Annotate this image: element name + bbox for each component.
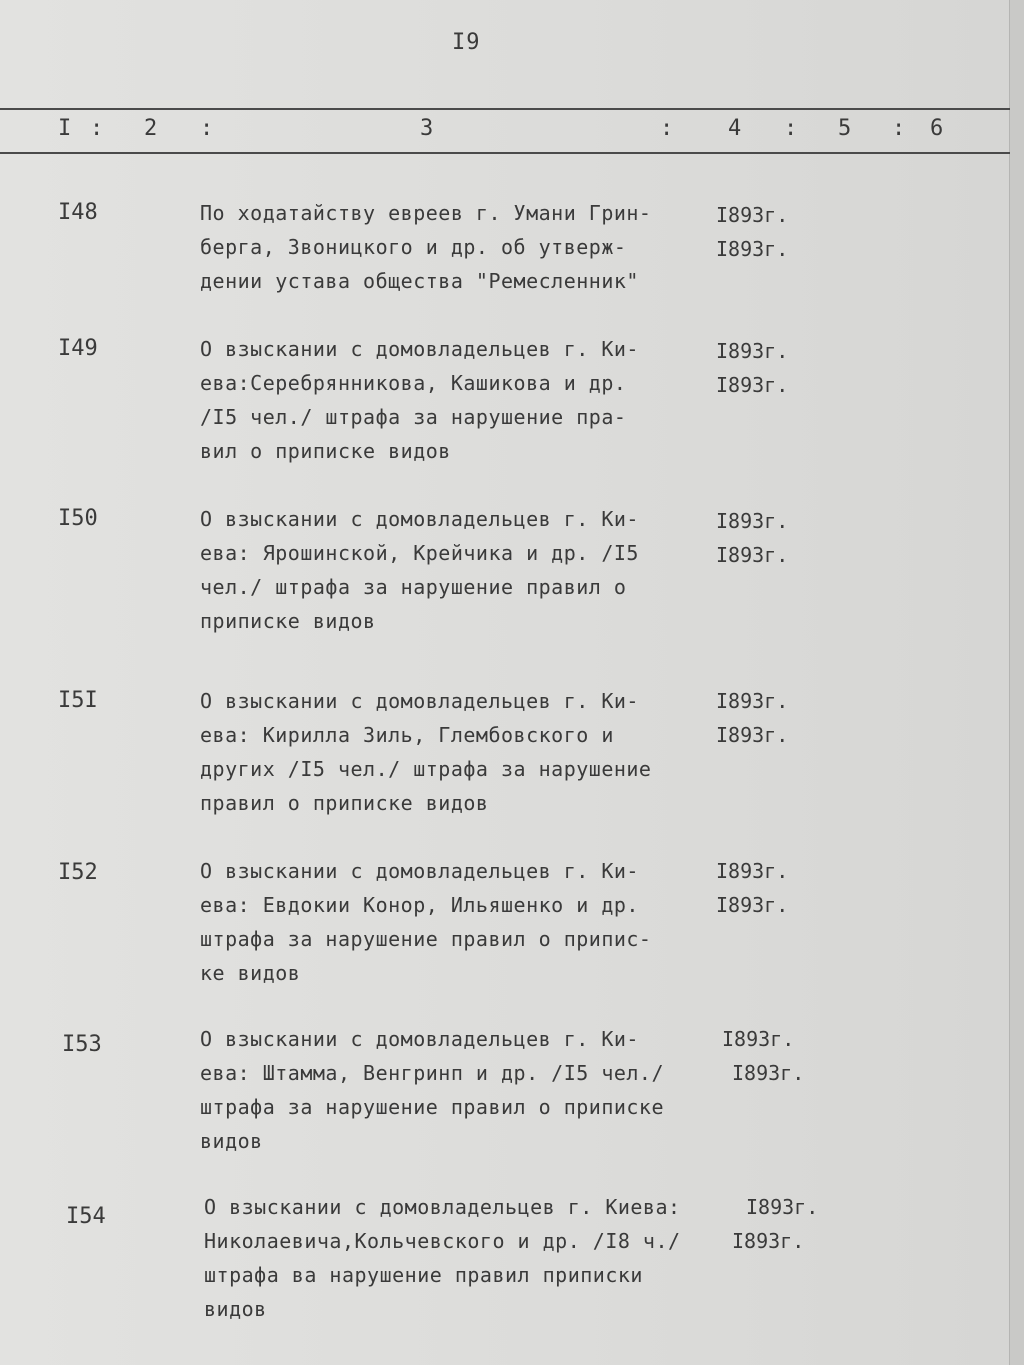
column-separator: : bbox=[892, 116, 906, 141]
column-header-5: 5 bbox=[838, 116, 852, 141]
record-year-end: I893г. bbox=[732, 1229, 805, 1253]
record-line: видов bbox=[200, 1129, 263, 1153]
column-header-4: 4 bbox=[728, 116, 742, 141]
record-line: чел./ штрафа за нарушение правил о bbox=[200, 575, 627, 599]
record-number: I49 bbox=[58, 336, 98, 361]
record-year-end: I893г. bbox=[716, 543, 789, 567]
record-year-start: I893г. bbox=[716, 203, 789, 227]
record-line: штрафа ва нарушение правил приписки bbox=[204, 1263, 643, 1287]
record-number: I5I bbox=[58, 688, 98, 713]
record-line: О взыскании с домовладельцев г. Ки- bbox=[200, 689, 639, 713]
record-line: ке видов bbox=[200, 961, 301, 985]
record-year-end: I893г. bbox=[716, 237, 789, 261]
column-header-6: 6 bbox=[930, 116, 944, 141]
record-number: I53 bbox=[62, 1032, 102, 1057]
record-line: штрафа за нарушение правил о приписке bbox=[200, 1095, 665, 1119]
record-line: Николаевича,Кольчевского и др. /I8 ч./ bbox=[204, 1229, 681, 1253]
record-year-end: I893г. bbox=[732, 1061, 805, 1085]
column-separator: : bbox=[660, 116, 674, 141]
record-line: О взыскании с домовладельцев г. Ки- bbox=[200, 859, 639, 883]
record-line: ева: Кирилла Зиль, Глембовского и bbox=[200, 723, 614, 747]
record-year-start: I893г. bbox=[716, 689, 789, 713]
column-header-3: 3 bbox=[420, 116, 434, 141]
record-year-start: I893г. bbox=[716, 509, 789, 533]
column-separator: : bbox=[90, 116, 104, 141]
column-header-1: I bbox=[58, 116, 72, 141]
record-line: ева: Ярошинской, Крейчика и др. /I5 bbox=[200, 541, 639, 565]
record-line: О взыскании с домовладельцев г. Ки- bbox=[200, 507, 639, 531]
record-year-end: I893г. bbox=[716, 723, 789, 747]
record-line: вил о приписке видов bbox=[200, 439, 451, 463]
column-separator: : bbox=[784, 116, 798, 141]
record-line: берга, Звоницкого и др. об утверж- bbox=[200, 235, 627, 259]
record-year-start: I893г. bbox=[716, 859, 789, 883]
record-line: ева: Евдокии Конор, Ильяшенко и др. bbox=[200, 893, 639, 917]
record-year-start: I893г. bbox=[722, 1027, 795, 1051]
record-line: дении устава общества "Ремесленник" bbox=[200, 269, 639, 293]
record-line: О взыскании с домовладельцев г. Ки- bbox=[200, 1027, 639, 1051]
record-year-end: I893г. bbox=[716, 373, 789, 397]
record-number: I52 bbox=[58, 860, 98, 885]
column-header-2: 2 bbox=[144, 116, 158, 141]
record-line: О взыскании с домовладельцев г. Ки- bbox=[200, 337, 639, 361]
record-number: I48 bbox=[58, 200, 98, 225]
record-line: штрафа за нарушение правил о припис- bbox=[200, 927, 652, 951]
record-line: других /I5 чел./ штрафа за нарушение bbox=[200, 757, 652, 781]
page-edge bbox=[1009, 0, 1024, 1365]
record-year-start: I893г. bbox=[746, 1195, 819, 1219]
record-line: По ходатайству евреев г. Умани Грин- bbox=[200, 201, 652, 225]
record-line: /I5 чел./ штрафа за нарушение пра- bbox=[200, 405, 627, 429]
header-top-rule bbox=[0, 108, 1010, 110]
record-line: приписке видов bbox=[200, 609, 376, 633]
header-bottom-rule bbox=[0, 152, 1010, 154]
record-line: ева:Серебрянникова, Кашикова и др. bbox=[200, 371, 627, 395]
record-line: О взыскании с домовладельцев г. Киева: bbox=[204, 1195, 681, 1219]
record-year-end: I893г. bbox=[716, 893, 789, 917]
record-number: I54 bbox=[66, 1204, 106, 1229]
record-line: правил о приписке видов bbox=[200, 791, 489, 815]
record-number: I50 bbox=[58, 506, 98, 531]
record-line: ева: Штамма, Венгринп и др. /I5 чел./ bbox=[200, 1061, 665, 1085]
record-year-start: I893г. bbox=[716, 339, 789, 363]
page-number: I9 bbox=[452, 30, 481, 55]
record-line: видов bbox=[204, 1297, 267, 1321]
column-separator: : bbox=[200, 116, 214, 141]
